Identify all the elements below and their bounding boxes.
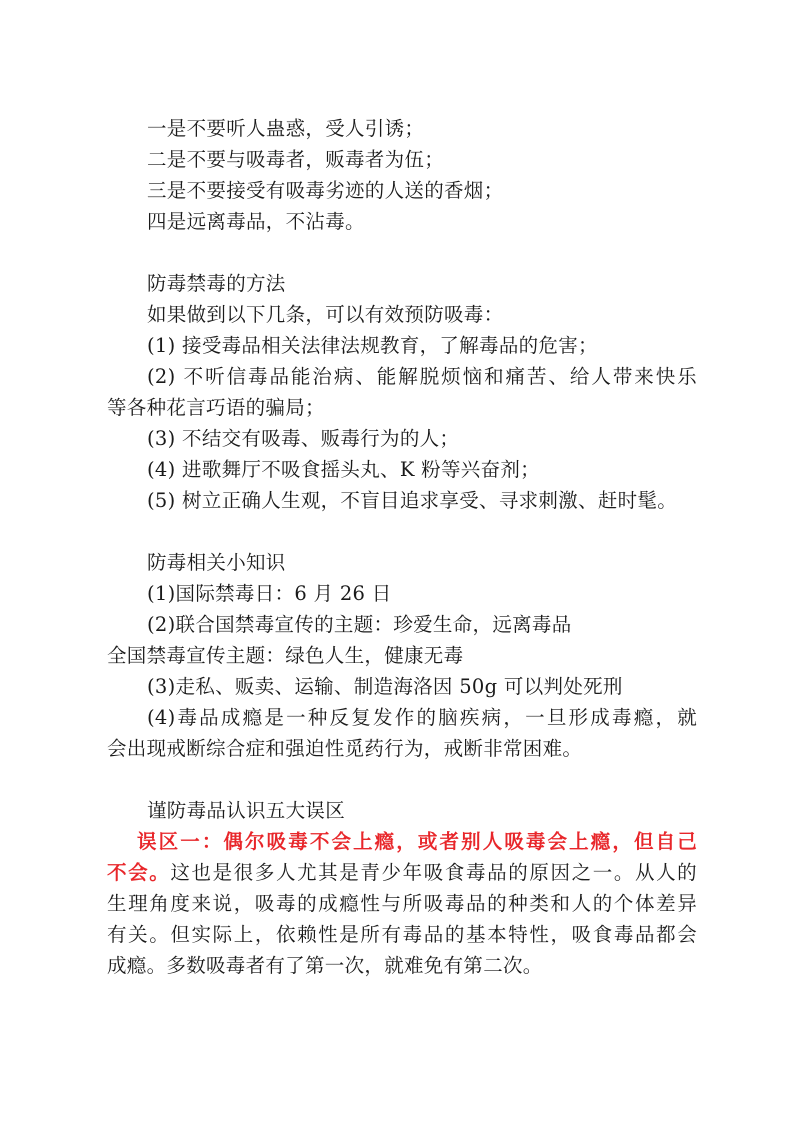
section-heading-knowledge: 防毒相关小知识: [147, 551, 286, 574]
methods-item-5: (5) 树立正确人生观，不盲目追求享受、寻求刺激、赶时髦。: [147, 489, 678, 512]
list-item: 四是远离毒品，不沾毒。: [147, 210, 365, 233]
knowledge-item-3: (3)走私、贩卖、运输、制造海洛因 50g 可以判处死刑: [147, 675, 623, 698]
methods-item-3: (3) 不结交有吸毒、贩毒行为的人；: [147, 427, 460, 450]
paragraph-gap: [107, 237, 697, 268]
list-item: 三是不要接受有吸毒劣迹的人送的香烟；: [147, 179, 504, 202]
myth-1-title-end: 不会。: [107, 861, 171, 884]
section-heading-methods: 防毒禁毒的方法: [147, 272, 286, 295]
myth-1-text-start: 这也是很多人尤其是青少年吸食毒品的原因之一。从人的: [170, 861, 697, 884]
methods-item-2-continued: 等各种花言巧语的骗局；: [107, 396, 325, 419]
paragraph-gap: [107, 764, 697, 795]
list-item: 二是不要与吸毒者，贩毒者为伍；: [147, 148, 445, 171]
myth-1-title: 误区一：偶尔吸毒不会上瘾，或者别人吸毒会上瘾，但自己: [137, 830, 697, 853]
methods-item-4: (4) 进歌舞厅不吸食摇头丸、K 粉等兴奋剂；: [147, 458, 540, 481]
methods-item-2: (2) 不听信毒品能治病、能解脱烦恼和痛苦、给人带来快乐: [147, 365, 697, 388]
knowledge-item-2-continued: 全国禁毒宣传主题：绿色人生，健康无毒: [107, 644, 464, 667]
myth-1-line-3: 生理角度来说，吸毒的成瘾性与所吸毒品的种类和人的个体差异: [107, 892, 697, 915]
list-item: 一是不要听人蛊惑，受人引诱；: [147, 117, 425, 140]
section-heading-myths: 谨防毒品认识五大误区: [147, 799, 346, 822]
knowledge-item-4-continued: 会出现戒断综合症和强迫性觅药行为，戒断非常困难。: [107, 737, 583, 760]
methods-intro: 如果做到以下几条，可以有效预防吸毒：: [147, 303, 504, 326]
myth-1-line-4: 有关。但实际上，依赖性是所有毒品的基本特性，吸食毒品都会: [107, 923, 697, 946]
myth-1-line-5: 成瘾。多数吸毒者有了第一次，就难免有第二次。: [107, 954, 543, 977]
knowledge-item-2: (2)联合国禁毒宣传的主题：珍爱生命，远离毒品: [147, 613, 572, 636]
document-page: [107, 113, 697, 981]
paragraph-gap: [107, 516, 697, 547]
knowledge-item-4: (4)毒品成瘾是一种反复发作的脑疾病，一旦形成毒瘾，就: [147, 706, 697, 729]
knowledge-item-1: (1)国际禁毒日：6 月 26 日: [147, 582, 392, 605]
methods-item-1: (1) 接受毒品相关法律法规教育，了解毒品的危害；: [147, 334, 598, 357]
myth-1-line-2: [107, 857, 697, 888]
